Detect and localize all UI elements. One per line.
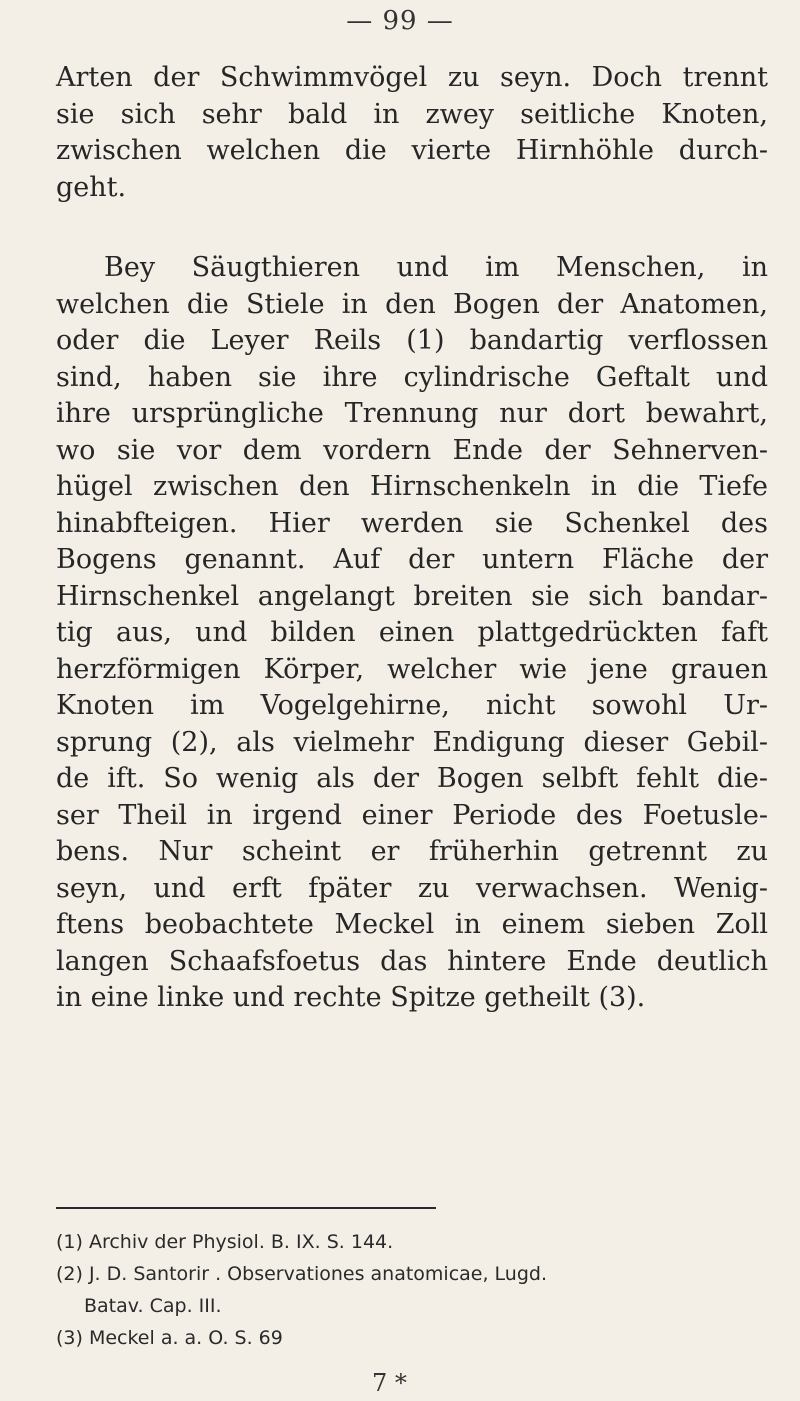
footnote-1: (1) Archiv der Physiol. B. IX. S. 144. [56,1231,394,1253]
text-line: geht. [56,171,127,203]
footnote-2-continuation: Batav. Cap. III. [84,1295,222,1317]
text-line: seyn, und erft fpäter zu verwachsen. Wenig- [56,872,768,904]
text-line: sie sich sehr bald in zwey seitliche Knoten, [56,98,768,130]
text-line: Bogens genannt. Auf der untern Fläche der [56,544,768,575]
text-line: Bey Säugthieren und im Menschen, in [104,252,768,283]
page-number: — 99 — [346,6,454,36]
paragraph-1 [56,60,768,206]
text-line: zwischen welchen die vierte Hirnhöhle durch- [56,135,768,166]
text-line: welchen die Stiele in den Bogen der Anatomen, [56,288,768,320]
text-line: in eine linke und rechte Spitze getheilt (3). [56,982,646,1013]
text-line: Arten der Schwimmvögel zu seyn. Doch trennt [56,62,768,93]
paragraph-2 [56,250,768,1017]
footnotes [56,1226,768,1354]
text-line: langen Schaafsfoetus das hintere Ende deutlich [56,945,768,977]
text-line: sind, haben sie ihre cylindrische Geftalt und [56,361,768,393]
text-line: oder die Leyer Reils (1) bandartig verflossen [56,325,768,356]
signature-mark: 7 * [372,1369,407,1397]
text-line: sprung (2), als vielmehr Endigung dieser Gebil- [56,726,768,758]
footnote-2: (2) J. D. Santorir . Observationes anatomicae, Lugd. [56,1263,548,1285]
text-line: Knoten im Vogelgehirne, nicht sowohl Ur- [56,690,768,721]
text-line: bens. Nur scheint er früherhin getrennt zu [56,836,768,867]
text-line: herzförmigen Körper, welcher wie jene grauen [56,653,768,685]
footnote-rule [56,1207,436,1209]
text-line: hinabfteigen. Hier werden sie Schenkel des [56,507,768,539]
text-line: Hirnschenkel angelangt breiten sie sich bandar- [56,580,768,612]
text-line: tig aus, und bilden einen plattgedrückten faft [56,617,768,648]
text-line: ftens beobachtete Meckel in einem sieben Zoll [56,909,768,940]
text-line: hügel zwischen den Hirnschenkeln in die Tiefe [56,471,768,502]
text-line: wo sie vor dem vordern Ende der Sehnerven- [56,434,768,466]
main-text [56,60,768,1017]
footnote-3: (3) Meckel a. a. O. S. 69 [56,1327,283,1349]
text-line: ser Theil in irgend einer Periode des Foetusle- [56,799,768,831]
text-line: de ift. So wenig als der Bogen selbft fehlt die- [56,763,768,794]
text-line: ihre ursprüngliche Trennung nur dort bewahrt, [56,398,768,429]
